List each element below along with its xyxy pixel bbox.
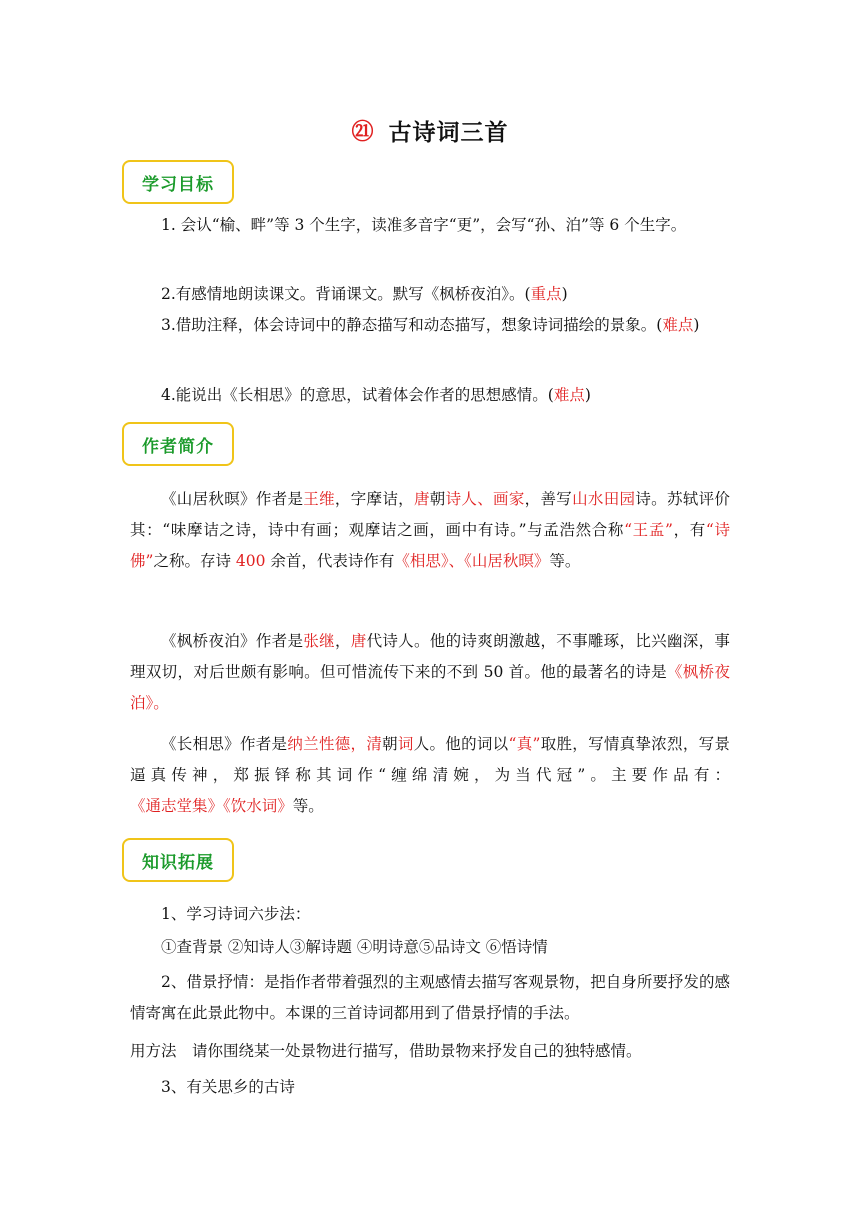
knowledge-line-1: 1、学习诗词六步法： xyxy=(161,905,311,923)
goal-item-3 xyxy=(130,310,730,341)
goal-item-4-text: 4.能说出《长相思》的意思，试着体会作者的思想感情。( xyxy=(161,386,554,404)
p1-seg-red: 《相思》、《山居秋暝》 xyxy=(394,552,550,570)
knowledge-line-4: 用方法 请你围绕某一处景物进行描写，借助景物来抒发自己的独特感情。 xyxy=(130,1042,642,1060)
goal-item-3-end: ) xyxy=(693,316,700,334)
p1-seg: 之称。存诗 xyxy=(153,552,236,570)
lesson-number: ㉑ xyxy=(351,120,375,145)
p1-seg-red: 王维 xyxy=(303,490,335,508)
knowledge-line-3: 2、借景抒情：是指作者带着强烈的主观感情去描写客观景物，把自身所要抒发的感情寄寓在此景此物中。本课的三首诗词都用到了借景抒情的手法。 xyxy=(130,973,730,1022)
goal-item-4 xyxy=(130,380,730,411)
author-paragraph-zhangji xyxy=(130,626,730,719)
p2-seg-red: 《枫桥夜泊》。 xyxy=(130,663,730,712)
p1-seg-red: 山水田园 xyxy=(572,490,636,508)
author-paragraph-wangwei xyxy=(130,484,730,577)
knowledge-line-2: ①查背景 ②知诗人③解诗题 ④明诗意⑤品诗文 ⑥悟诗情 xyxy=(161,938,548,956)
goal-item-3-tag: 难点 xyxy=(662,316,694,334)
knowledge-line-5: 3、有关思乡的古诗 xyxy=(161,1078,295,1096)
p1-seg: 等。 xyxy=(549,552,581,570)
p1-seg: ，字摩诘， xyxy=(334,490,414,508)
p3-seg-red: 《通志堂集》《饮水词》 xyxy=(130,797,293,815)
p1-seg: 朝 xyxy=(429,490,446,508)
p1-seg: 余首，代表诗作有 xyxy=(265,552,395,570)
goal-item-3-text: 3.借助注释，体会诗词中的静态描写和动态描写，想象诗词描绘的景象。( xyxy=(161,316,663,334)
p3-seg: 人。他的词以 xyxy=(413,735,509,753)
p3-seg-red: 纳兰性德，清 xyxy=(287,735,383,753)
page-title xyxy=(0,114,860,147)
p1-seg: 诗。苏轼评价其：“味摩诘之诗，诗中有画；观摩诘之画，画中有诗。”与孟浩然合称 xyxy=(130,490,730,539)
goal-item-1 xyxy=(130,210,730,241)
goal-item-2-text: 2.有感情地朗读课文。背诵课文。默写《枫桥夜泊》。( xyxy=(161,285,531,303)
p1-seg: ，有 xyxy=(672,521,706,539)
p3-seg-red: 词 xyxy=(397,735,414,753)
p2-seg-red: 张继 xyxy=(303,632,335,650)
p3-seg: 取胜，写情真挚浓烈，写景逼真传神，郑振铎称其词作“缠绵清婉，为当代冠”。主要作品有： xyxy=(130,735,730,784)
goal-item-2-end: ) xyxy=(561,285,568,303)
author-paragraph-nalan xyxy=(130,729,730,822)
p1-seg-red: 400 xyxy=(235,552,266,570)
p2-seg-red: 唐 xyxy=(350,632,367,650)
p2-seg: 《枫桥夜泊》作者是 xyxy=(161,632,304,650)
section-heading-goals: 学习目标 xyxy=(122,160,234,204)
p3-seg: 朝 xyxy=(382,735,398,753)
title-text: 古诗词三首 xyxy=(388,119,509,146)
p3-seg-red: “真” xyxy=(508,735,541,753)
section-heading-knowledge: 知识拓展 xyxy=(122,838,234,882)
p2-seg: ， xyxy=(334,632,351,650)
p1-seg: 《山居秋暝》作者是 xyxy=(161,490,304,508)
p2-seg: 代诗人。他的诗爽朗激越，不事雕琢，比兴幽深，事理双切，对后世颇有影响。但可惜流传下来的不到 50 首。他的最著名的诗是 xyxy=(130,632,730,681)
goal-item-4-end: ) xyxy=(584,386,591,404)
goal-item-2-tag: 重点 xyxy=(530,285,562,303)
goal-item-2 xyxy=(130,279,730,310)
p1-seg-red: 唐 xyxy=(413,490,430,508)
goal-item-4-tag: 难点 xyxy=(553,386,585,404)
section-heading-authors: 作者简介 xyxy=(122,422,234,466)
p1-seg-red: “诗佛” xyxy=(130,521,730,570)
p3-seg: 等。 xyxy=(292,797,324,815)
p1-seg: ，善写 xyxy=(524,490,573,508)
goal-item-1-text: 1. 会认“榆、畔”等 3 个生字，读准多音字“更”，会写“孙、泊”等 6 个生字。 xyxy=(161,216,687,234)
p1-seg-red: 诗人、画家 xyxy=(445,490,525,508)
p1-seg-red: “王孟” xyxy=(624,521,673,539)
p3-seg: 《长相思》作者是 xyxy=(161,735,288,753)
